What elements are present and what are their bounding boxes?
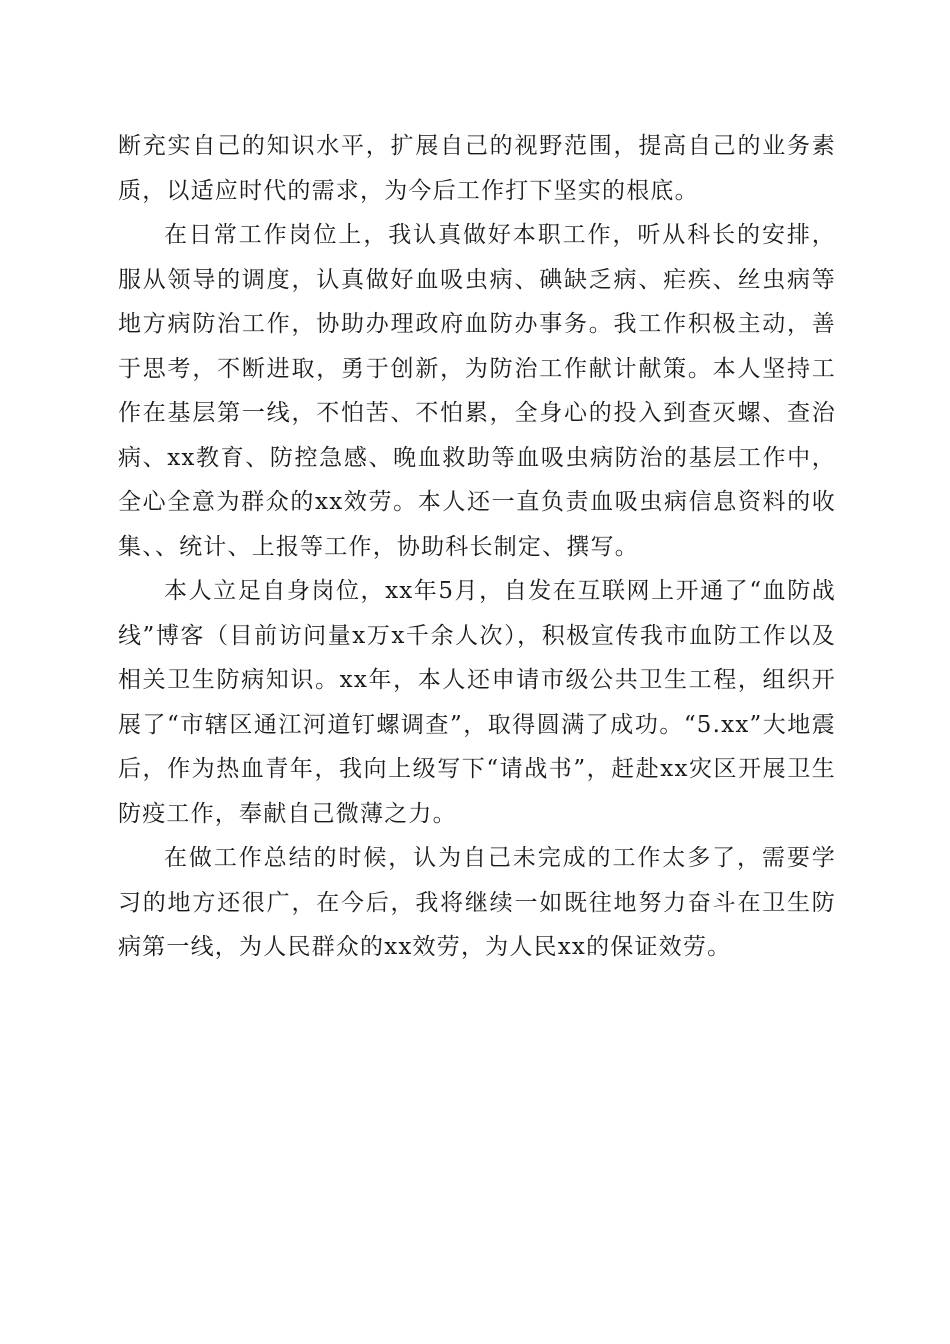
paragraph-summary-conclusion: 在做工作总结的时候，认为自己未完成的工作太多了，需要学习的地方还很广，在今后，我将继续一如既往地努力奋斗在卫生防病第一线，为人民群众的xx效劳，为人民xx的保证效劳。 xyxy=(118,845,836,960)
paragraph-continuation: 断充实自己的知识水平，扩展自己的视野范围，提高自己的业务素质，以适应时代的需求，为今后工作打下坚实的根底。 xyxy=(118,133,836,204)
document-body xyxy=(118,124,836,970)
paragraph-blog-and-projects: 本人立足自身岗位，xx年5月，自发在互联网上开通了“血防战线”博客（目前访问量x万x千余人次），积极宣传我市血防工作以及相关卫生防病知识。xx年，本人还申请市级公共卫生工程，组织开展了“市辖区通江河道钉螺调查”，取得圆满了成功。“5.xx”大地震后，作为热血青年，我向上级写下“请战书”，赶赴xx灾区开展卫生防疫工作，奉献自己微薄之力。 xyxy=(118,578,836,827)
paragraph-daily-work: 在日常工作岗位上，我认真做好本职工作，听从科长的安排，服从领导的调度，认真做好血吸虫病、碘缺乏病、疟疾、丝虫病等地方病防治工作，协助办理政府血防办事务。我工作积极主动，善于思考，不断进取，勇于创新，为防治工作献计献策。本人坚持工作在基层第一线，不怕苦、不怕累，全身心的投入到查灭螺、查治病、xx教育、防控急感、晚血救助等血吸虫病防治的基层工作中，全心全意为群众的xx效劳。本人还一直负责血吸虫病信息资料的收集、、统计、上报等工作，协助科长制定、撰写。 xyxy=(118,222,836,560)
